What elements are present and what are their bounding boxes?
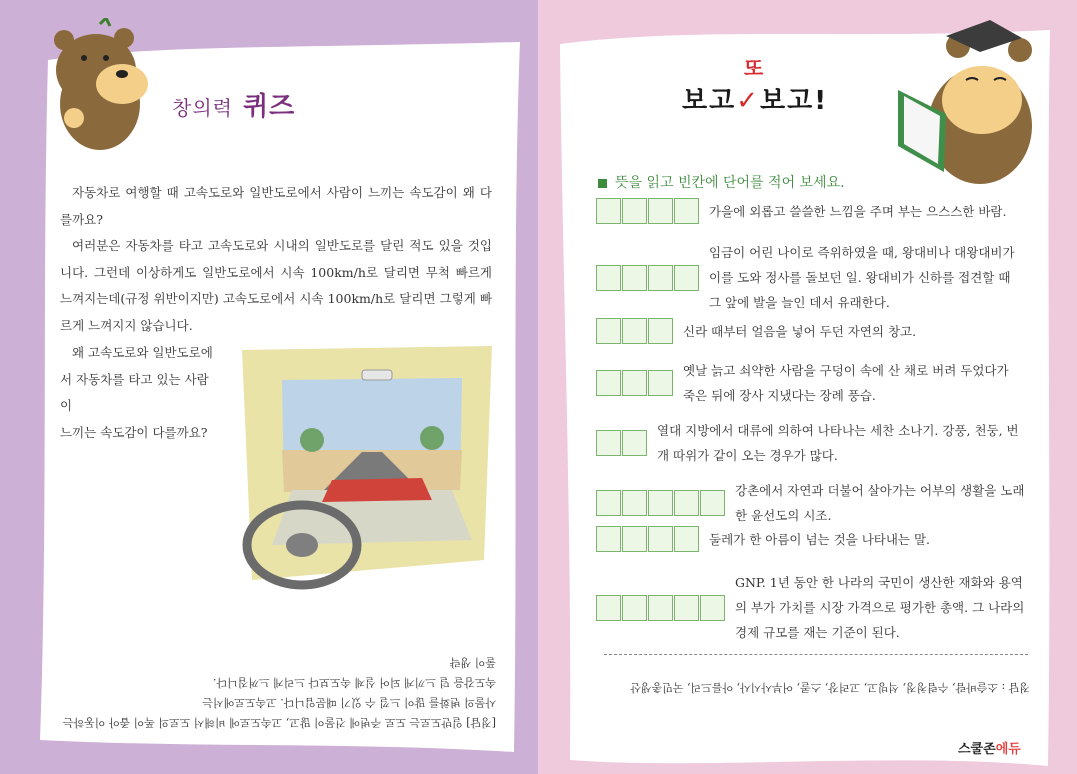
quiz-item: [596, 318, 1023, 344]
answer-boxes[interactable]: [596, 595, 725, 621]
answer-line: 풀이 생략: [449, 656, 496, 669]
answer-line: 속도감을 덜 느끼게 되어 실제 속도보다 느리게 느껴집니다.: [213, 676, 496, 689]
answer-box[interactable]: [622, 430, 647, 456]
answer-box[interactable]: [622, 198, 647, 224]
answer-box[interactable]: [622, 265, 647, 291]
answer-box[interactable]: [596, 595, 621, 621]
answer-boxes[interactable]: [596, 526, 699, 552]
definition-text: 임금이 어린 나이로 즉위하였을 때, 왕대비나 대왕대비가 이를 도와 정사를 돌보던 일. 왕대비가 신하를 접견할 때 그 앞에 발을 늘인 데서 유래한다.: [709, 245, 1015, 310]
definition-text: GNP. 1년 동안 한 나라의 국민이 생산한 재화와 용역의 부가 가치를 시장 가격으로 평가한 총액. 그 나라의 경제 규모를 재는 기준이 된다.: [735, 575, 1025, 640]
page-title-creativity-quiz: [172, 86, 295, 123]
page-title-see-again: [682, 56, 829, 117]
definition-text: 열대 지방에서 대류에 의하여 나타나는 세찬 소나기. 강풍, 천둥, 번개 따위가 같이 오는 경우가 많다.: [657, 423, 1019, 463]
answer-box[interactable]: [596, 490, 621, 516]
answer-boxes[interactable]: [596, 490, 725, 516]
definition-text: 강촌에서 자연과 더불어 살아가는 어부의 생활을 노래한 윤선도의 시조.: [735, 483, 1025, 523]
quiz-question: [60, 340, 220, 446]
answer-boxes[interactable]: [596, 198, 699, 224]
answer-box[interactable]: [596, 370, 621, 396]
question-line: 서 자동차를 타고 있는 사람이: [60, 371, 209, 413]
quiz-item: [596, 240, 1019, 315]
answer-box[interactable]: [622, 370, 647, 396]
brand-logo: [958, 738, 1021, 757]
question-line: 왜 고속도로와 일반도로에: [72, 345, 213, 360]
answer-box[interactable]: [674, 265, 699, 291]
reading-bear-icon: [890, 16, 1040, 188]
answer-box[interactable]: [674, 526, 699, 552]
answer-box[interactable]: [596, 430, 621, 456]
answer-box[interactable]: [648, 490, 673, 516]
answer-box[interactable]: [648, 526, 673, 552]
answer-box[interactable]: [674, 490, 699, 516]
answer-boxes[interactable]: [596, 318, 673, 344]
definition-text: 둘레가 한 아름이 넘는 것을 나타내는 말.: [709, 531, 931, 547]
answer-box[interactable]: [648, 265, 673, 291]
answer-box[interactable]: [596, 265, 621, 291]
quiz-item: [596, 358, 1023, 408]
answer-box[interactable]: [648, 370, 673, 396]
question-line: 느끼는 속도감이 다를까요?: [60, 424, 208, 440]
quiz-item: [596, 198, 1019, 224]
title-part-a: 보고: [682, 86, 737, 116]
instruction-text: [598, 172, 845, 192]
answer-box[interactable]: [648, 318, 673, 344]
answer-boxes[interactable]: [596, 370, 673, 396]
answer-boxes[interactable]: [596, 265, 699, 291]
answer-box[interactable]: [700, 490, 725, 516]
check-mark-icon: ✓: [736, 86, 761, 116]
brand-edu: 에듀: [995, 742, 1021, 757]
answer-box[interactable]: [622, 318, 647, 344]
answer-box[interactable]: [622, 490, 647, 516]
quiz-item: [596, 570, 1025, 645]
answer-line: [정답] 일반도로는 도로 주변에 건물이 많고, 고속도로에 비해서 도로의 폭이 좁아 이동하는 사물의 변화를 많이 느낄 수 있기 때문입니다. 고속도로에서는: [62, 696, 496, 729]
quiz-item: [596, 526, 1019, 552]
upside-down-answer-right: 정답 : 소슬바람, 수렴청정, 석빙고, 고려장, 스콜, 어부사시사, 아름드리, 국민총생산: [630, 681, 1030, 694]
answer-box[interactable]: [648, 595, 673, 621]
title-part-b: 보고!: [760, 86, 829, 116]
car-interior-illustration: [222, 340, 506, 596]
answer-boxes[interactable]: [596, 430, 647, 456]
bullet-square-icon: [598, 179, 607, 188]
thinking-bear-icon: [40, 18, 156, 158]
definition-text: 신라 때부터 얼음을 넣어 두던 자연의 창고.: [683, 323, 917, 339]
answer-box[interactable]: [622, 526, 647, 552]
answer-box[interactable]: [648, 198, 673, 224]
quiz-item: [596, 418, 1027, 468]
instruction-label: 뜻을 읽고 빈칸에 단어를 적어 보세요.: [615, 175, 845, 191]
answer-box[interactable]: [596, 198, 621, 224]
answer-box[interactable]: [674, 198, 699, 224]
title-mark: 또: [744, 56, 766, 80]
answer-box[interactable]: [596, 526, 621, 552]
quiz-item: [596, 478, 1025, 528]
title-main: 퀴즈: [243, 92, 296, 122]
brand-name: 스쿨존: [958, 742, 996, 757]
title-prefix: 창의력: [172, 96, 233, 120]
answer-box[interactable]: [622, 595, 647, 621]
definition-text: 옛날 늙고 쇠약한 사람을 구덩이 속에 산 채로 버려 두었다가 죽은 뒤에 장사 지냈다는 장례 풍습.: [683, 363, 1009, 403]
answer-box[interactable]: [700, 595, 725, 621]
answer-box[interactable]: [674, 595, 699, 621]
paragraph-2: 여러분은 자동차를 타고 고속도로와 시내의 일반도로를 달린 적도 있을 것입니다. 그런데 이상하게도 일반도로에서 시속 100km/h로 달리면 무척 빠르게 느껴지는데(규정 위반이지만) 고속도로에서 시속 100km/h로 달리면 그렇게 빠르게 느껴지지 않습니다.: [60, 238, 492, 333]
paragraph-1: 자동차로 여행할 때 고속도로와 일반도로에서 사람이 느끼는 속도감이 왜 다를까요?: [60, 185, 492, 227]
answer-box[interactable]: [596, 318, 621, 344]
definition-text: 가을에 외롭고 쓸쓸한 느낌을 주며 부는 으스스한 바람.: [709, 203, 1007, 219]
upside-down-answer: [56, 652, 496, 732]
quiz-body: [60, 180, 492, 339]
divider-dashed: [604, 654, 1028, 655]
